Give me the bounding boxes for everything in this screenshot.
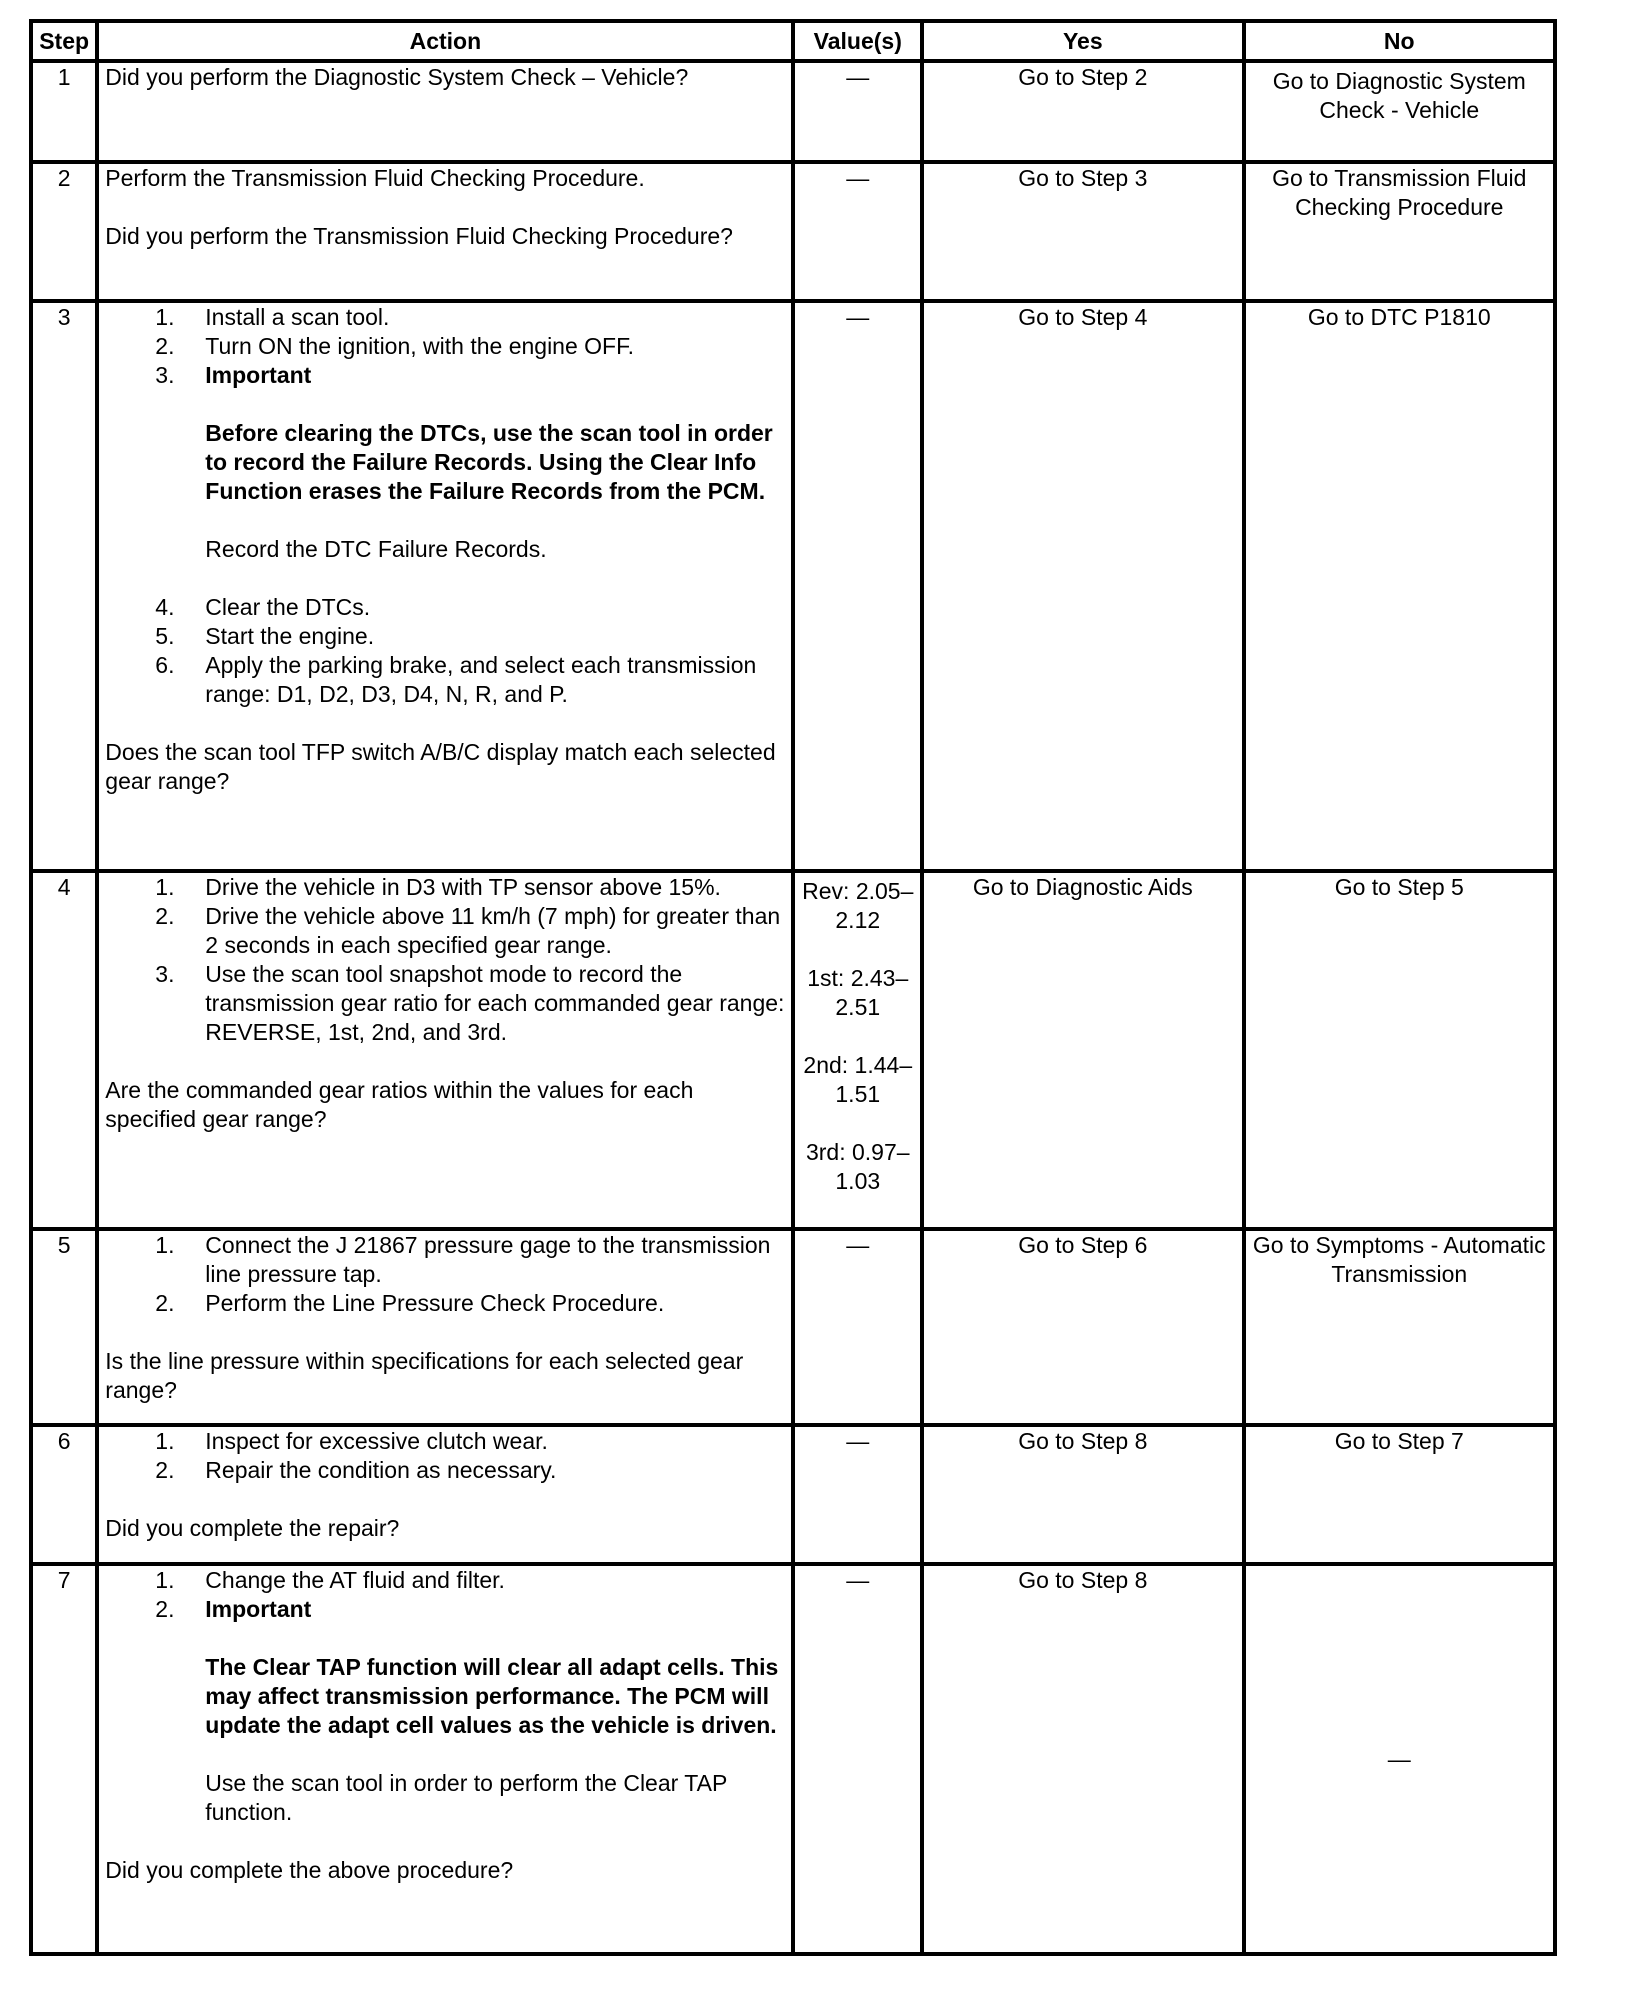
sub-instruction: Record the DTC Failure Records.: [205, 536, 547, 562]
no-cell: —: [1244, 1564, 1555, 1954]
header-row: [31, 21, 1555, 61]
value-cell: —: [793, 301, 922, 871]
yes-cell: Go to Step 6: [922, 1229, 1243, 1425]
action-cell: [97, 1564, 793, 1954]
list-item: 3. Use the scan tool snapshot mode to record the transmission gear ratio for each commanded gear range: REVERSE, 1st, 2nd, and 3rd.: [155, 961, 785, 1045]
no-cell: Go to Transmission Fluid Checking Procedure: [1244, 162, 1555, 301]
important-note: Before clearing the DTCs, use the scan tool in order to record the Failure Records. Using the Clear Info Function erases the Failure Records from the PCM.: [205, 420, 773, 504]
yes-cell: Go to Step 4: [922, 301, 1243, 871]
step-number: 3: [31, 301, 97, 871]
question-text: Did you perform the Transmission Fluid Checking Procedure?: [105, 223, 733, 249]
list-item: 2. Turn ON the ignition, with the engine OFF.: [155, 333, 634, 359]
table-row: [31, 1229, 1555, 1425]
question-text: Are the commanded gear ratios within the values for each specified gear range?: [105, 1077, 694, 1132]
yes-cell: Go to Step 2: [922, 61, 1243, 162]
gear-ratio-value: 3rd: 0.97–1.03: [805, 1139, 910, 1194]
list-item: 5. Start the engine.: [155, 623, 375, 649]
no-cell: Go to Step 7: [1244, 1425, 1555, 1564]
list-item: 3. Important: [155, 362, 312, 388]
no-cell: Go to Symptoms - Automatic Transmission: [1244, 1229, 1555, 1425]
step-list: [105, 873, 785, 1047]
table-row: [31, 301, 1555, 871]
action-cell: [97, 162, 793, 301]
table-row: [31, 1564, 1555, 1954]
gear-ratio-value: 1st: 2.43–2.51: [807, 965, 909, 1020]
list-item: 1. Drive the vehicle in D3 with TP sensor above 15%.: [155, 874, 721, 900]
value-cell: —: [793, 1425, 922, 1564]
yes-cell: Go to Step 3: [922, 162, 1243, 301]
gear-ratio-value: Rev: 2.05–2.12: [802, 878, 914, 933]
gear-ratio-value: 2nd: 1.44–1.51: [803, 1052, 913, 1107]
table-row: [31, 871, 1555, 1229]
list-item: 4. Clear the DTCs.: [155, 594, 371, 620]
list-item: 1. Inspect for excessive clutch wear.: [155, 1428, 548, 1454]
diagnostic-table: [29, 19, 1557, 1956]
yes-cell: Go to Step 8: [922, 1425, 1243, 1564]
important-note: The Clear TAP function will clear all adapt cells. This may affect transmission performance. The PCM will update the adapt cell values as the vehicle is driven.: [205, 1654, 779, 1738]
action-cell: [97, 1229, 793, 1425]
step-list: [105, 1427, 785, 1485]
step-list: [105, 1566, 785, 1624]
step-number: 7: [31, 1564, 97, 1954]
list-item: 2. Drive the vehicle above 11 km/h (7 mph) for greater than 2 seconds in each specified gear range.: [155, 903, 781, 958]
no-cell: Go to DTC P1810: [1244, 301, 1555, 871]
list-item: 2. Important: [155, 1596, 312, 1622]
list-item: 2. Repair the condition as necessary.: [155, 1457, 557, 1483]
table-row: [31, 1425, 1555, 1564]
action-cell: [97, 1425, 793, 1564]
action-cell: [97, 301, 793, 871]
step-number: 6: [31, 1425, 97, 1564]
question-text: Did you complete the repair?: [105, 1515, 400, 1541]
table-row: [31, 162, 1555, 301]
header-action: Action: [97, 21, 793, 61]
value-cell: —: [793, 61, 922, 162]
value-cell: [793, 871, 922, 1229]
step-number: 4: [31, 871, 97, 1229]
step-number: 5: [31, 1229, 97, 1425]
list-item: 2. Perform the Line Pressure Check Procedure.: [155, 1290, 665, 1316]
action-cell: [97, 61, 793, 162]
header-step: Step: [31, 21, 97, 61]
list-item: 6. Apply the parking brake, and select each transmission range: D1, D2, D3, D4, N, R, and P.: [155, 652, 757, 707]
header-values: Value(s): [793, 21, 922, 61]
table-row: [31, 61, 1555, 162]
step-number: 1: [31, 61, 97, 162]
intro-text: Perform the Transmission Fluid Checking Procedure.: [105, 165, 645, 191]
header-no: No: [1244, 21, 1555, 61]
step-list: [105, 593, 785, 709]
question-text: Did you complete the above procedure?: [105, 1857, 514, 1883]
no-cell: Go to Diagnostic System Check - Vehicle: [1244, 61, 1555, 162]
yes-cell: Go to Step 8: [922, 1564, 1243, 1954]
step-number: 2: [31, 162, 97, 301]
question-text: Does the scan tool TFP switch A/B/C display match each selected gear range?: [105, 739, 776, 794]
value-cell: —: [793, 162, 922, 301]
step-list: [105, 1231, 785, 1318]
yes-cell: Go to Diagnostic Aids: [922, 871, 1243, 1229]
list-item: 1. Change the AT fluid and filter.: [155, 1567, 505, 1593]
question-text: Did you perform the Diagnostic System Check – Vehicle?: [105, 64, 689, 90]
list-item: 1. Install a scan tool.: [155, 304, 390, 330]
value-cell: —: [793, 1564, 922, 1954]
value-cell: —: [793, 1229, 922, 1425]
no-cell: Go to Step 5: [1244, 871, 1555, 1229]
action-cell: [97, 871, 793, 1229]
step-list: [105, 303, 785, 390]
list-item: 1. Connect the J 21867 pressure gage to the transmission line pressure tap.: [155, 1232, 771, 1287]
question-text: Is the line pressure within specifications for each selected gear range?: [105, 1348, 744, 1403]
sub-instruction: Use the scan tool in order to perform the Clear TAP function.: [205, 1770, 727, 1825]
header-yes: Yes: [922, 21, 1243, 61]
